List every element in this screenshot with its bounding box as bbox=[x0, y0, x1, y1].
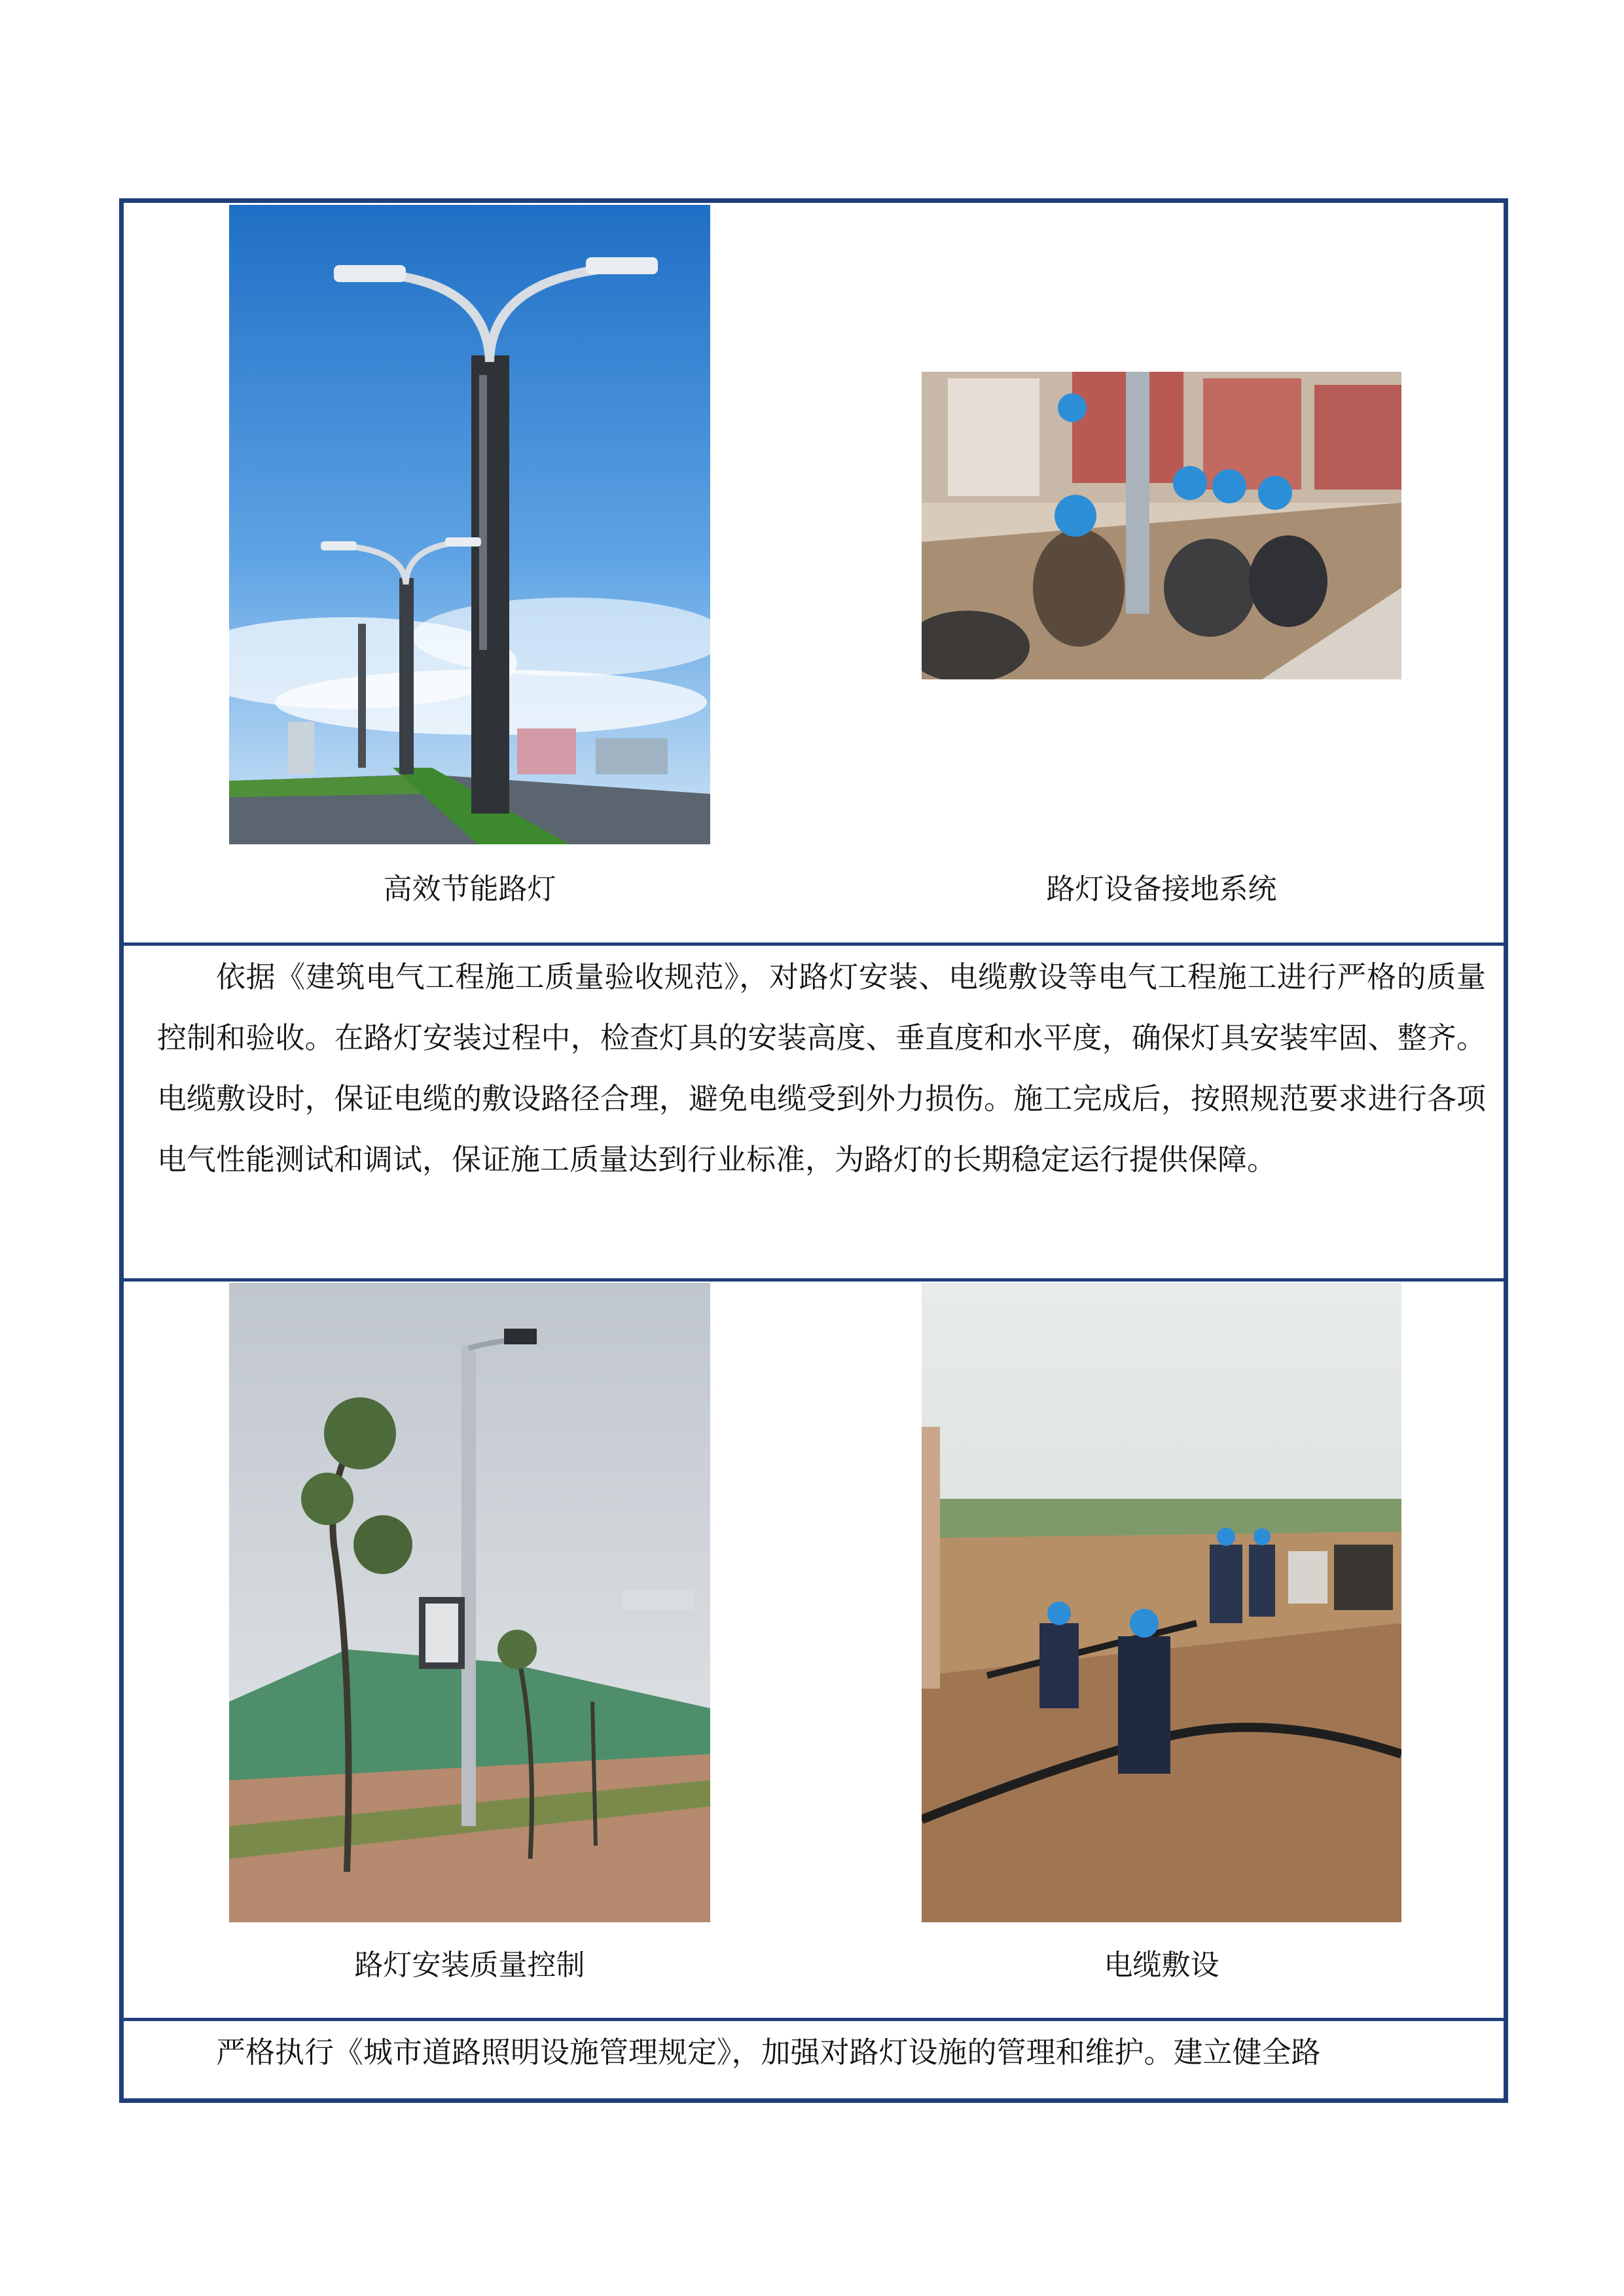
lamp-installation-photo bbox=[229, 1283, 710, 1922]
cable-laying-photo bbox=[922, 1283, 1401, 1922]
quality-paragraph: 依据《建筑电气工程施工质量验收规范》，对路灯安装、电缆敷设等电气工程施工进行严格的质量控制和验收。在路灯安装过程中，检查灯具的安装高度、垂直度和水平度，确保灯具安装牢固、整齐。电缆敷设时，保证电缆的敷设路径合理，避免电缆受到外力损伤。施工完成后，按照规范要求进行各项电气性能测试和调试，保证施工质量达到行业标准，为路灯的长期稳定运行提供保障。 bbox=[157, 960, 1486, 1177]
street-lamp-caption: 高效节能路灯 bbox=[383, 872, 556, 906]
street-lamp-photo bbox=[229, 205, 710, 844]
row-divider-3 bbox=[119, 2018, 1508, 2021]
grounding-system-photo bbox=[922, 372, 1401, 679]
management-paragraph: 严格执行《城市道路照明设施管理规定》，加强对路灯设施的管理和维护。建立健全路 bbox=[216, 2035, 1321, 2070]
cable-laying-caption: 电缆敷设 bbox=[1104, 1948, 1219, 1982]
row-divider-2 bbox=[119, 1278, 1508, 1282]
grounding-system-caption: 路灯设备接地系统 bbox=[1046, 872, 1277, 906]
row-divider-1 bbox=[119, 942, 1508, 946]
lamp-installation-caption: 路灯安装质量控制 bbox=[354, 1948, 585, 1982]
